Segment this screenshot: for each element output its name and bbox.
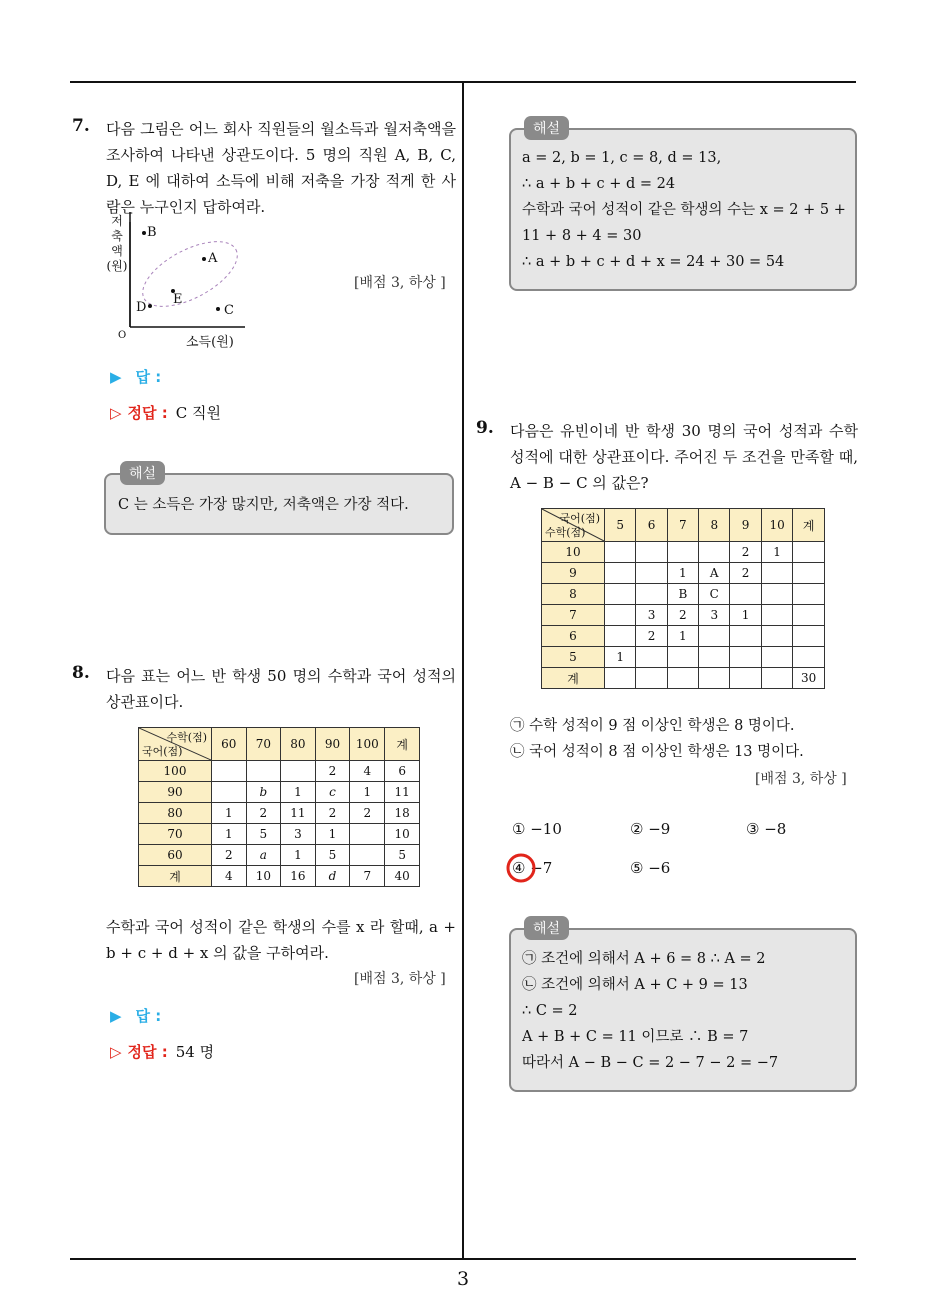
q9-explain-tag: 해설 [524, 916, 569, 940]
table-row-header: 9 [542, 563, 605, 584]
table-cell: 1 [281, 845, 316, 866]
table-cell: 6 [385, 761, 420, 782]
table-row-header: 70 [139, 824, 212, 845]
table-cell [699, 542, 730, 563]
table-column-header: 100 [350, 728, 385, 761]
q7-point-b: B [147, 225, 157, 240]
table-cell [793, 584, 825, 605]
table-cell: 1 [667, 563, 698, 584]
q8-correlation-table [138, 727, 420, 887]
table-cell [605, 584, 636, 605]
table-column-header: 8 [699, 509, 730, 542]
table-row-header: 7 [542, 605, 605, 626]
table-cell [636, 647, 667, 668]
table-cell: 1 [730, 605, 761, 626]
table-cell [636, 563, 667, 584]
table-cell: 5 [385, 845, 420, 866]
table-cell: 11 [385, 782, 420, 803]
q9-option-5[interactable]: ⑤ −6 [630, 859, 671, 877]
table-cell: 2 [730, 563, 761, 584]
table-column-header: 7 [667, 509, 698, 542]
table-cell [699, 668, 730, 689]
table-cell: b [246, 782, 281, 803]
table-cell: 5 [315, 845, 350, 866]
table-row-header: 계 [139, 866, 212, 887]
table-cell [793, 605, 825, 626]
table-cell: C [699, 584, 730, 605]
table-column-header: 80 [281, 728, 316, 761]
table-cell: 2 [730, 542, 761, 563]
table-row [542, 605, 825, 626]
table-cell [636, 584, 667, 605]
table-cell [636, 542, 667, 563]
table-cell [636, 668, 667, 689]
table-row [542, 542, 825, 563]
table-cell [730, 626, 761, 647]
table-cell [605, 563, 636, 584]
table-cell: A [699, 563, 730, 584]
q8-meta: [배점 3, 하상 ] [354, 971, 446, 987]
table-cell [730, 584, 761, 605]
table-cell [761, 605, 793, 626]
q8-explain-lines: a = 2, b = 1, c = 8, d = 13, ∴ a + b + c + d = 24 수학과 국어 성적이 같은 학생의 수는 x = 2 + 5 + 11 + 8 + 4 = 30 ∴ a + b + c + d + x = 24 + 30 = 54 [522, 150, 846, 270]
q9-option-1[interactable]: ① −10 [512, 820, 562, 838]
answer-arrow-icon: ▶ [110, 1007, 122, 1025]
q7-explain-text: C 는 소득은 가장 많지만, 저축액은 가장 적다. [118, 497, 409, 513]
q9-selected-mark-icon [504, 851, 538, 885]
table-cell: 2 [315, 803, 350, 824]
table-cell [667, 542, 698, 563]
table-row-header: 계 [542, 668, 605, 689]
table-row [542, 584, 825, 605]
table-cell: 2 [667, 605, 698, 626]
q9-option-4[interactable]: ④ −7 [512, 859, 553, 877]
table-cell: 40 [385, 866, 420, 887]
table-cell [761, 584, 793, 605]
table-cell: 3 [699, 605, 730, 626]
table-column-header: 60 [212, 728, 247, 761]
table-row [542, 647, 825, 668]
table-cell [667, 647, 698, 668]
table-row [542, 626, 825, 647]
table-column-header: 90 [315, 728, 350, 761]
table-cell [212, 782, 247, 803]
table-cell [699, 626, 730, 647]
q7-answer: ▶ 답 : [110, 368, 162, 386]
table-row-header: 6 [542, 626, 605, 647]
q7-point-d: D [136, 300, 147, 315]
page-number: 3 [456, 1268, 470, 1290]
table-cell: 1 [281, 782, 316, 803]
table-row [542, 563, 825, 584]
table-cell [761, 563, 793, 584]
table-cell: 16 [281, 866, 316, 887]
answer-arrow-icon: ▶ [110, 368, 122, 386]
table-column-header: 계 [385, 728, 420, 761]
table-row [139, 866, 420, 887]
q7-meta: [배점 3, 하상 ] [354, 275, 446, 291]
table-cell [761, 626, 793, 647]
table-column-header: 9 [730, 509, 761, 542]
table-cell: 1 [350, 782, 385, 803]
table-cell [350, 845, 385, 866]
table-cell [605, 668, 636, 689]
table-cell: 10 [246, 866, 281, 887]
table-cell: 5 [246, 824, 281, 845]
q7-text: 다음 그림은 어느 회사 직원들의 월소득과 월저축액을 조사하여 나타낸 상관도이다. 5 명의 직원 A, B, C, D, E 에 대하여 소득에 비해 저축을 가장 적게 한 사람은 누구인지 답하여라. [106, 120, 456, 216]
table-cell: 18 [385, 803, 420, 824]
table-row [139, 845, 420, 866]
table-cell [281, 761, 316, 782]
correct-arrow-icon: ▷ [110, 404, 122, 422]
q9-correlation-table [541, 508, 825, 689]
table-row-header: 8 [542, 584, 605, 605]
q8-text: 다음 표는 어느 반 학생 50 명의 수학과 국어 성적의 상관표이다. [106, 667, 456, 711]
table-header-row [139, 728, 420, 761]
q7-point-c: C [224, 303, 234, 318]
table-cell: B [667, 584, 698, 605]
table-cell [793, 542, 825, 563]
table-cell: 1 [212, 824, 247, 845]
table-cell: 2 [636, 626, 667, 647]
q7-explain-tag: 해설 [120, 461, 165, 485]
q8-answer: ▶ 답 : [110, 1007, 162, 1025]
table-cell: 30 [793, 668, 825, 689]
table-row [139, 782, 420, 803]
q7-origin: O [118, 330, 127, 341]
table-column-header: 계 [793, 509, 825, 542]
table-column-header: 70 [246, 728, 281, 761]
table-cell: 11 [281, 803, 316, 824]
table-cell: 1 [315, 824, 350, 845]
q8-explain-tag: 해설 [524, 116, 569, 140]
table-cell: 2 [350, 803, 385, 824]
table-row [542, 668, 825, 689]
table-cell: 2 [315, 761, 350, 782]
q8-number: 8. [72, 663, 90, 683]
table-cell: c [315, 782, 350, 803]
correct-arrow-icon: ▷ [110, 1043, 122, 1061]
table-cell: 10 [385, 824, 420, 845]
q8-correct: ▷ 정답 : 54 명 [110, 1043, 215, 1061]
table-row-header: 80 [139, 803, 212, 824]
table-cell [761, 647, 793, 668]
table-cell: 2 [246, 803, 281, 824]
table-row [139, 761, 420, 782]
table-cell: d [315, 866, 350, 887]
table-cell: 4 [212, 866, 247, 887]
table-cell: 7 [350, 866, 385, 887]
table-cell: 3 [281, 824, 316, 845]
q7-point-a: A [208, 251, 218, 266]
q9-meta: [배점 3, 하상 ] [755, 771, 847, 787]
table-header-row [542, 509, 825, 542]
q9-explain-lines: ㉠ 조건에 의해서 A + 6 = 8 ∴ A = 2 ㉡ 조건에 의해서 A + C + 9 = 13 ∴ C = 2 A + B + C = 11 이므로 ∴ B = 7 따라서 A − B − C = 2 − 7 − 2 = −7 [522, 951, 779, 1071]
q9-option-2[interactable]: ② −9 [630, 820, 671, 838]
q7-y-label: 저 축 액 (원) [106, 214, 128, 273]
table-cell: a [246, 845, 281, 866]
table-row-header: 90 [139, 782, 212, 803]
q9-number: 9. [476, 418, 494, 438]
table-cell: 3 [636, 605, 667, 626]
q7-x-label: 소득(원) [186, 335, 234, 350]
table-row-header: 5 [542, 647, 605, 668]
table-cell [667, 668, 698, 689]
q9-option-3[interactable]: ③ −8 [746, 820, 787, 838]
q7-point-e: E [173, 292, 183, 307]
q8-text2: 수학과 국어 성적이 같은 학생의 수를 x 라 할때, a + b + c + d + x 의 값을 구하여라. [106, 918, 456, 962]
table-cell: 1 [605, 647, 636, 668]
table-cell: 1 [761, 542, 793, 563]
table-row-header: 100 [139, 761, 212, 782]
table-cell [730, 647, 761, 668]
table-row-header: 10 [542, 542, 605, 563]
table-row-header: 60 [139, 845, 212, 866]
table-cell [699, 647, 730, 668]
table-cell [605, 605, 636, 626]
table-column-header: 10 [761, 509, 793, 542]
table-cell [605, 626, 636, 647]
q7-number: 7. [72, 116, 90, 136]
table-cell: 1 [667, 626, 698, 647]
table-cell [793, 626, 825, 647]
table-cell [350, 824, 385, 845]
q9-conditions: ㉠ 수학 성적이 9 점 이상인 학생은 8 명이다. ㉡ 국어 성적이 8 점 이상인 학생은 13 명이다. [510, 718, 804, 760]
table-cell [212, 761, 247, 782]
table-cell: 1 [212, 803, 247, 824]
table-cell: 4 [350, 761, 385, 782]
column-divider [462, 82, 464, 1260]
table-cell [793, 647, 825, 668]
table-cell [761, 668, 793, 689]
table-cell: 2 [212, 845, 247, 866]
table-diagonal-header: 수학(점) 국어(점) [139, 728, 212, 761]
table-column-header: 5 [605, 509, 636, 542]
table-diagonal-header: 국어(점) 수학(점) [542, 509, 605, 542]
q7-correct: ▷ 정답 : C 직원 [110, 404, 221, 422]
table-cell [730, 668, 761, 689]
table-cell [605, 542, 636, 563]
table-cell [793, 563, 825, 584]
q9-text: 다음은 유빈이네 반 학생 30 명의 국어 성적과 수학 성적에 대한 상관표이다. 주어진 두 조건을 만족할 때, A − B − C 의 값은? [510, 422, 858, 492]
table-column-header: 6 [636, 509, 667, 542]
table-row [139, 803, 420, 824]
table-row [139, 824, 420, 845]
table-cell [246, 761, 281, 782]
